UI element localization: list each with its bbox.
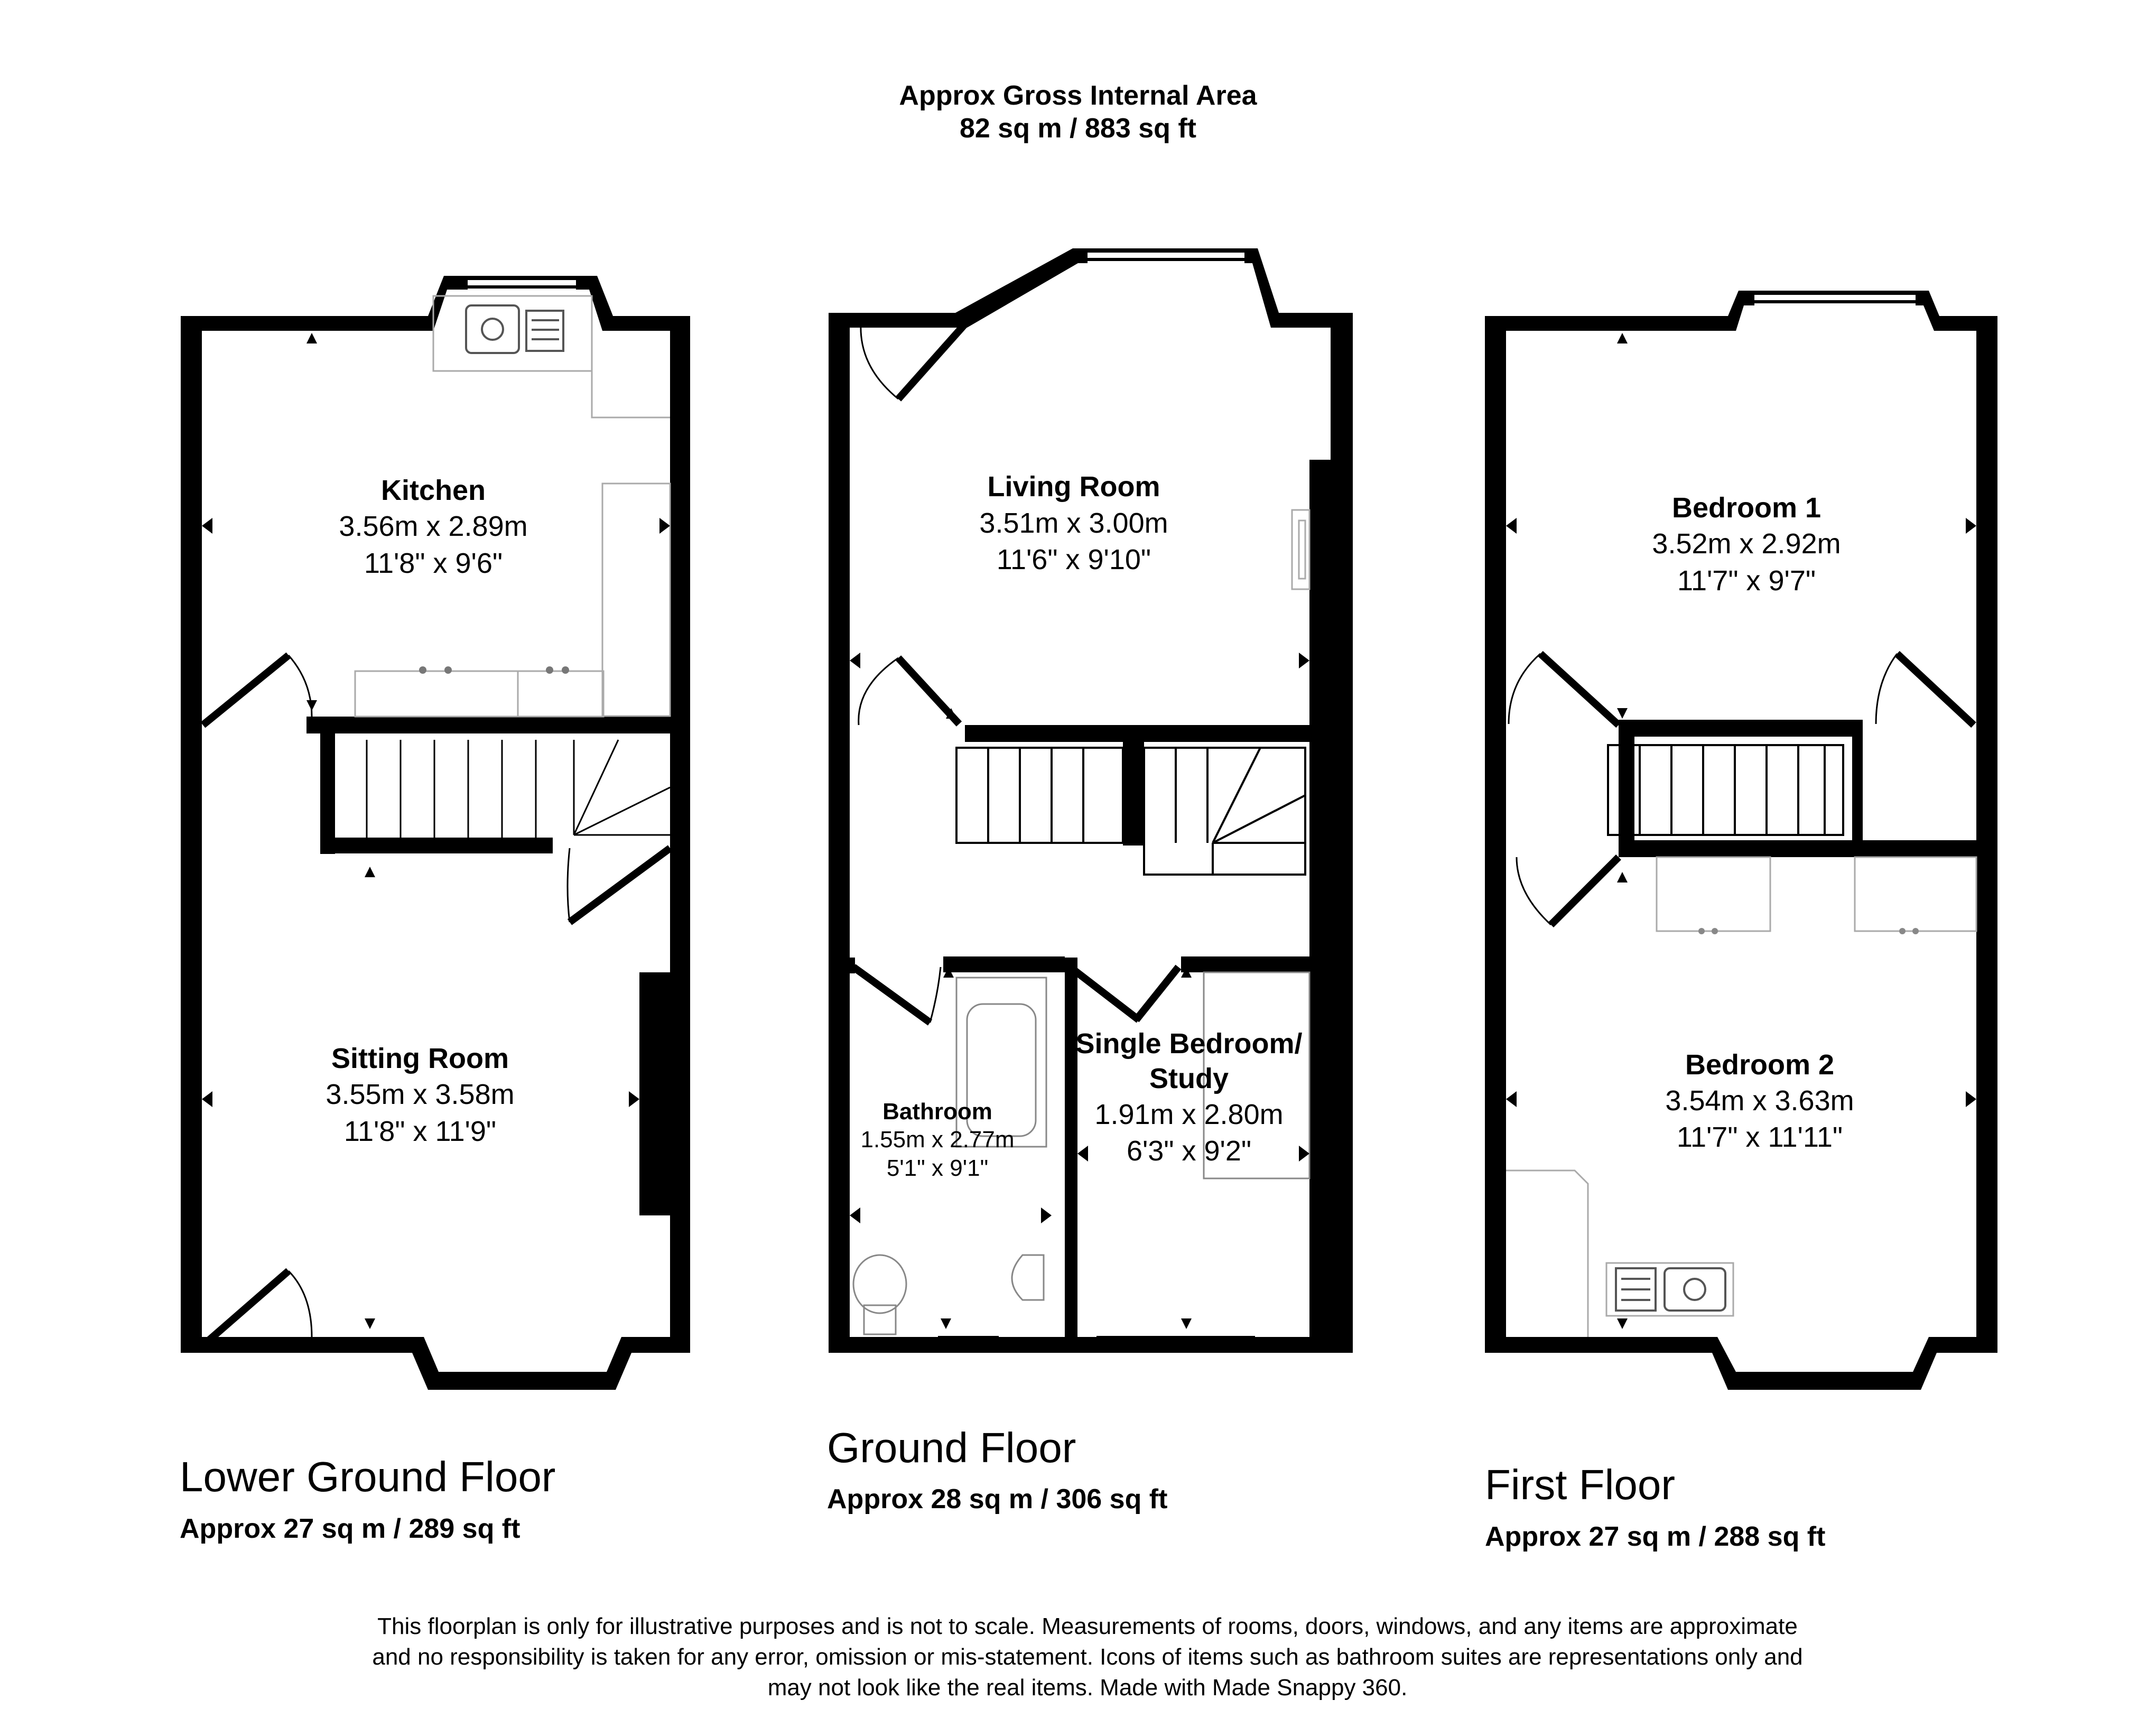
room-name: Kitchen xyxy=(380,475,486,506)
ground-floor-plan xyxy=(829,248,1353,1353)
room-imperial: 11'8" x 11'9" xyxy=(343,1116,497,1147)
room-imperial: 11'7" x 11'11" xyxy=(1676,1121,1843,1153)
room-metric: 3.54m x 3.63m xyxy=(1665,1085,1854,1117)
room-metric: 3.55m x 3.58m xyxy=(326,1079,515,1110)
room-imperial: 5'1" x 9'1" xyxy=(886,1155,989,1181)
room-imperial: 11'8" x 9'6" xyxy=(364,547,503,579)
floor-name: Ground Floor xyxy=(827,1424,1076,1471)
floor-area: Approx 27 sq m / 288 sq ft xyxy=(1485,1521,1826,1552)
floor-name: First Floor xyxy=(1485,1461,1675,1508)
lower-ground-floor-plan xyxy=(181,276,690,1390)
room-name: Bedroom 1 xyxy=(1671,492,1822,524)
room-metric: 3.51m x 3.00m xyxy=(979,507,1168,539)
floor-area: Approx 27 sq m / 289 sq ft xyxy=(180,1513,521,1544)
gross-area-title: Approx Gross Internal Area xyxy=(899,80,1257,111)
room-metric: 1.91m x 2.80m xyxy=(1094,1099,1284,1130)
floor-name: Lower Ground Floor xyxy=(180,1453,556,1500)
room-imperial: 11'7" x 9'7" xyxy=(1677,565,1816,597)
room-metric: 1.55m x 2.77m xyxy=(860,1127,1015,1153)
room-name-line2: Study xyxy=(1149,1063,1229,1094)
disclaimer-line-1: This floorplan is only for illustrative purposes and is not to scale. Measurements of rooms, doors, windows, and any items are approximate xyxy=(377,1613,1798,1639)
floor-area: Approx 28 sq m / 306 sq ft xyxy=(827,1484,1168,1515)
room-imperial: 11'6" x 9'10" xyxy=(996,544,1151,575)
first-floor-plan xyxy=(1485,291,1997,1390)
room-imperial: 6'3" x 9'2" xyxy=(1126,1135,1252,1167)
room-name: Bathroom xyxy=(882,1099,992,1125)
gross-area-value: 82 sq m / 883 sq ft xyxy=(960,113,1196,144)
room-name: Living Room xyxy=(987,471,1160,503)
room-name-line1: Single Bedroom/ xyxy=(1075,1028,1303,1060)
room-name: Bedroom 2 xyxy=(1685,1049,1835,1081)
room-metric: 3.52m x 2.92m xyxy=(1652,528,1841,560)
room-name: Sitting Room xyxy=(331,1043,509,1074)
disclaimer-line-3: may not look like the real items. Made with Made Snappy 360. xyxy=(767,1675,1408,1701)
room-metric: 3.56m x 2.89m xyxy=(339,510,528,542)
disclaimer-line-2: and no responsibility is taken for any error, omission or mis-statement. Icons of items such as bathroom suites are representations only and xyxy=(372,1644,1803,1670)
